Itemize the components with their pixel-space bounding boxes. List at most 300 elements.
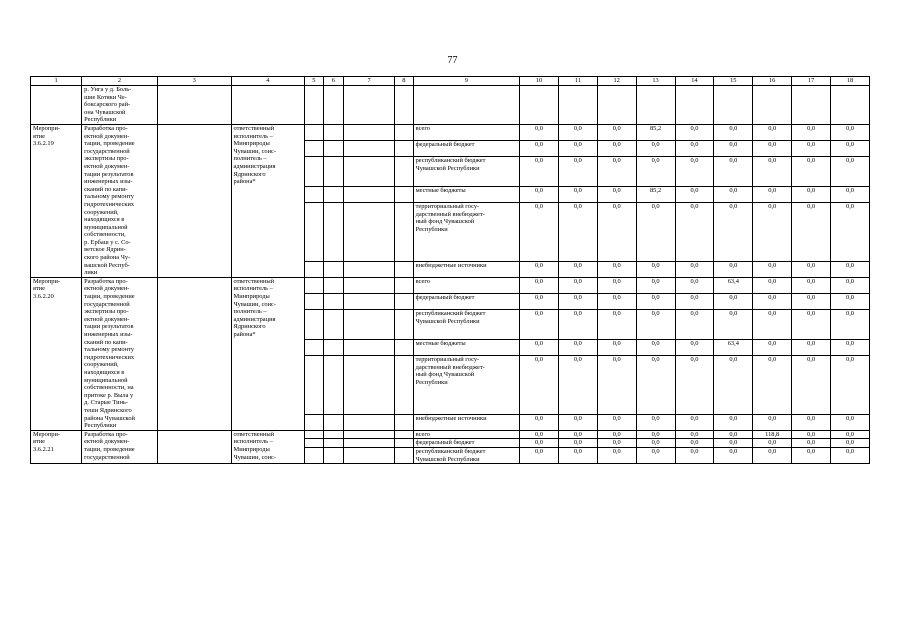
amount-cell: 0,0 <box>792 277 831 293</box>
funding-source <box>413 141 519 157</box>
empty-cell <box>305 124 323 140</box>
funding-source <box>413 430 519 439</box>
measure-name-line: она Чувашской <box>84 108 126 116</box>
amount-cell: 0,0 <box>675 203 714 262</box>
funding-source-line: федеральный бюджет <box>415 293 475 301</box>
measure-name-line: сканий по капи- <box>84 185 128 193</box>
measure-name-line: ектной докумен- <box>84 315 130 323</box>
executor-line: ответственный <box>233 124 275 132</box>
funding-source <box>413 124 519 140</box>
amount-cell: 63,4 <box>714 277 753 293</box>
amount-cell: 0,0 <box>753 141 792 157</box>
measure-name-line: шие Котяки Че- <box>84 93 127 101</box>
funding-source-line: Чувашской Республики <box>415 317 480 325</box>
empty-cell <box>831 86 870 125</box>
empty-cell <box>323 447 343 463</box>
amount-cell: 0,0 <box>753 261 792 277</box>
funding-source <box>413 261 519 277</box>
column-number: 14 <box>675 77 714 86</box>
measure-code <box>31 277 82 430</box>
executor <box>231 430 305 463</box>
measure-name-line: ветское Ядрин- <box>84 246 126 254</box>
column-number: 12 <box>597 77 636 86</box>
amount-cell: 0,0 <box>520 203 559 262</box>
empty-cell <box>323 414 343 430</box>
amount-cell: 0,0 <box>792 293 831 309</box>
empty-cell <box>344 309 395 339</box>
measures-table <box>30 76 870 464</box>
executor-line: Минприроды <box>233 140 270 148</box>
amount-cell: 0,0 <box>520 293 559 309</box>
column-number: 10 <box>520 77 559 86</box>
amount-cell: 0,0 <box>792 439 831 448</box>
amount-cell: 0,0 <box>520 414 559 430</box>
amount-cell: 0,0 <box>714 309 753 339</box>
amount-cell: 0,0 <box>831 430 870 439</box>
empty-cell <box>305 277 323 293</box>
amount-cell: 0,0 <box>636 293 675 309</box>
funding-source-line: дарственный внебюджет- <box>415 363 485 371</box>
amount-cell: 0,0 <box>636 439 675 448</box>
measure-name-line: боксарского рай- <box>84 101 131 109</box>
amount-cell: 0,0 <box>520 439 559 448</box>
amount-cell: 0,0 <box>520 261 559 277</box>
amount-cell: 0,0 <box>792 124 831 140</box>
measure-name-line: тации результатов <box>84 323 134 331</box>
funding-source-line: всего <box>415 277 430 285</box>
measure-name-line: Разработка про- <box>84 430 128 438</box>
funding-source <box>413 157 519 187</box>
amount-cell: 0,0 <box>597 447 636 463</box>
amount-cell: 63,4 <box>714 340 753 356</box>
funding-source <box>413 277 519 293</box>
amount-cell: 0,0 <box>675 277 714 293</box>
empty-cell <box>323 439 343 448</box>
amount-cell: 0,0 <box>675 124 714 140</box>
measure-code-line: Меропри- <box>33 124 60 132</box>
column-number: 17 <box>792 77 831 86</box>
measure-name-line: Республики <box>84 116 117 124</box>
empty-cell <box>714 86 753 125</box>
amount-cell: 0,0 <box>597 439 636 448</box>
column-number: 15 <box>714 77 753 86</box>
empty-cell <box>344 86 395 125</box>
empty-cell <box>395 414 413 430</box>
funding-source-line: республиканский бюджет <box>415 157 486 165</box>
measure-name-line: экспертизы про- <box>84 155 129 163</box>
executor-line: исполнитель – <box>233 438 273 446</box>
amount-cell: 0,0 <box>675 157 714 187</box>
amount-cell: 0,0 <box>792 157 831 187</box>
amount-cell: 0,0 <box>558 124 597 140</box>
amount-cell: 0,0 <box>675 430 714 439</box>
measure-name-line: собственности, <box>84 231 126 239</box>
amount-cell: 0,0 <box>636 309 675 339</box>
empty-cell <box>395 86 413 125</box>
amount-cell: 0,0 <box>597 141 636 157</box>
executor <box>231 124 305 277</box>
funding-source-line: республиканский бюджет <box>415 447 486 455</box>
empty-cell <box>344 157 395 187</box>
amount-cell: 0,0 <box>831 261 870 277</box>
amount-cell: 0,0 <box>792 203 831 262</box>
empty-cell <box>323 187 343 203</box>
amount-cell: 0,0 <box>558 277 597 293</box>
column-number: 8 <box>395 77 413 86</box>
column-number: 16 <box>753 77 792 86</box>
amount-cell: 0,0 <box>675 293 714 309</box>
amount-cell: 0,0 <box>558 261 597 277</box>
amount-cell: 0,0 <box>753 439 792 448</box>
amount-cell: 0,0 <box>792 447 831 463</box>
funding-source-line: территориальный госу- <box>415 356 480 364</box>
empty-cell <box>395 309 413 339</box>
executor <box>231 277 305 430</box>
empty-cell <box>323 141 343 157</box>
amount-cell: 0,0 <box>558 293 597 309</box>
amount-cell: 0,0 <box>675 340 714 356</box>
amount-cell: 0,0 <box>714 187 753 203</box>
funding-source <box>413 356 519 415</box>
amount-cell: 0,0 <box>753 340 792 356</box>
executor-line: Чувашии, соис- <box>233 453 277 461</box>
empty-cell <box>344 124 395 140</box>
measure-name-line: тации, проведение <box>84 445 135 453</box>
amount-cell: 0,0 <box>792 187 831 203</box>
funding-source <box>413 187 519 203</box>
amount-cell: 0,0 <box>714 157 753 187</box>
empty-cell <box>753 86 792 125</box>
funding-source-line: федеральный бюджет <box>415 141 475 148</box>
empty-cell <box>323 340 343 356</box>
amount-cell: 0,0 <box>597 277 636 293</box>
amount-cell: 0,0 <box>714 203 753 262</box>
amount-cell: 0,0 <box>597 309 636 339</box>
measure-name-line: притоке р. Выла у <box>84 391 134 399</box>
amount-cell: 0,0 <box>558 203 597 262</box>
funding-source <box>413 203 519 262</box>
empty-cell <box>231 86 305 125</box>
empty-cell <box>395 430 413 439</box>
amount-cell: 0,0 <box>753 157 792 187</box>
measure-name-line: инженерных изы- <box>84 331 133 338</box>
funding-source <box>413 414 519 430</box>
measure-name-line: государственной <box>84 147 130 155</box>
table-body <box>31 77 870 464</box>
amount-cell: 0,0 <box>520 430 559 439</box>
amount-cell: 0,0 <box>831 203 870 262</box>
amount-cell: 0,0 <box>597 340 636 356</box>
amount-cell: 0,0 <box>714 124 753 140</box>
empty-cell <box>344 430 395 439</box>
executor-line: Чувашии, соис- <box>233 300 277 308</box>
empty-cell <box>344 340 395 356</box>
amount-cell: 0,0 <box>597 430 636 439</box>
empty-cell <box>305 293 323 309</box>
amount-cell: 0,0 <box>558 157 597 187</box>
empty-cell <box>305 414 323 430</box>
funding-source-line: внебюджетные источники <box>415 261 487 269</box>
empty-cell <box>305 356 323 415</box>
executor-line: исполнитель – <box>233 132 273 140</box>
amount-cell: 0,0 <box>520 277 559 293</box>
funding-source-line: всего <box>415 124 430 132</box>
amount-cell: 0,0 <box>831 447 870 463</box>
empty-cell <box>395 141 413 157</box>
measure-code-line: ятие <box>33 438 45 446</box>
funding-source-line: территориальный госу- <box>415 203 480 211</box>
empty-cell <box>323 86 343 125</box>
empty-cell <box>323 309 343 339</box>
amount-cell: 0,0 <box>558 340 597 356</box>
empty-cell <box>323 293 343 309</box>
amount-cell: 0,0 <box>753 293 792 309</box>
measure-name <box>82 86 158 125</box>
column-number: 11 <box>558 77 597 86</box>
funding-source-line: дарственный внебюджет- <box>415 210 485 218</box>
measure-name-line: гидротехнических <box>84 353 135 361</box>
measure-name-line: Республики <box>84 422 117 430</box>
amount-cell: 0,0 <box>636 203 675 262</box>
measure-name-line: теши Ядринского <box>84 406 132 414</box>
amount-cell: 0,0 <box>753 309 792 339</box>
amount-cell: 0,0 <box>636 414 675 430</box>
amount-cell: 0,0 <box>597 124 636 140</box>
measure-name-line: вашской Респуб- <box>84 261 130 269</box>
empty-cell <box>395 124 413 140</box>
amount-cell: 0,0 <box>753 187 792 203</box>
amount-cell: 0,0 <box>831 157 870 187</box>
funding-source-line: ный фонд Чувашской <box>415 218 475 226</box>
amount-cell: 0,0 <box>792 430 831 439</box>
amount-cell: 85,2 <box>636 187 675 203</box>
measure-name-line: государственной <box>84 453 130 461</box>
amount-cell: 0,0 <box>753 447 792 463</box>
column-number: 13 <box>636 77 675 86</box>
amount-cell: 0,0 <box>753 203 792 262</box>
amount-cell: 0,0 <box>636 356 675 415</box>
empty-cell <box>323 356 343 415</box>
executor-line: полнитель – <box>233 308 267 316</box>
amount-cell: 0,0 <box>558 141 597 157</box>
funding-source-line: ный фонд Чувашской <box>415 371 475 379</box>
amount-cell: 0,0 <box>558 309 597 339</box>
empty-cell <box>305 309 323 339</box>
empty-cell <box>323 430 343 439</box>
measure-name-line: тации, проведение <box>84 293 135 301</box>
measure-name-line: Разработка про- <box>84 124 128 132</box>
amount-cell: 0,0 <box>636 157 675 187</box>
empty-cell <box>395 293 413 309</box>
column-number: 18 <box>831 77 870 86</box>
funding-source <box>413 309 519 339</box>
measure-name-line: р. Унга у д. Боль- <box>84 86 132 93</box>
measure-code-line: 3.6.2.21 <box>33 445 54 453</box>
empty-cell <box>305 86 323 125</box>
amount-cell: 0,0 <box>597 293 636 309</box>
empty-cell <box>395 439 413 448</box>
empty-cell <box>344 203 395 262</box>
amount-cell: 0,0 <box>831 277 870 293</box>
measure-name-line: ектной докумен- <box>84 162 130 170</box>
amount-cell: 0,0 <box>792 261 831 277</box>
amount-cell: 0,0 <box>831 340 870 356</box>
empty-cell <box>305 187 323 203</box>
amount-cell: 0,0 <box>520 309 559 339</box>
empty-cell <box>520 86 559 125</box>
amount-cell: 0,0 <box>714 293 753 309</box>
amount-cell: 0,0 <box>831 187 870 203</box>
amount-cell: 0,0 <box>675 261 714 277</box>
empty-cell <box>323 261 343 277</box>
measure-name-line: тальному ремонту <box>84 346 134 354</box>
empty-cell <box>675 86 714 125</box>
amount-cell: 0,0 <box>558 414 597 430</box>
measure-name-line: тации, проведение <box>84 140 135 148</box>
executor-line: района* <box>233 178 256 186</box>
measure-name-line: лики <box>84 269 98 277</box>
amount-cell: 0,0 <box>714 261 753 277</box>
amount-cell: 0,0 <box>597 203 636 262</box>
amount-cell: 0,0 <box>520 141 559 157</box>
executor-line: полнитель – <box>233 155 267 163</box>
continuation-row <box>31 86 870 125</box>
amount-cell: 118,8 <box>753 430 792 439</box>
measure-name-line: тальному ремонту <box>84 193 134 201</box>
funding-source-line: всего <box>415 430 430 438</box>
amount-cell: 0,0 <box>792 414 831 430</box>
empty-cell <box>395 340 413 356</box>
measure-code-line: 3.6.2.20 <box>33 293 54 301</box>
amount-cell: 0,0 <box>636 447 675 463</box>
empty-cell <box>305 203 323 262</box>
column-number-row <box>31 77 870 86</box>
measure-name <box>82 430 158 463</box>
measure-name-line: Разработка про- <box>84 277 128 285</box>
measure-name-line: района Чувашской <box>84 414 135 422</box>
amount-cell: 0,0 <box>597 356 636 415</box>
amount-cell: 85,2 <box>636 124 675 140</box>
funding-source-line: Чувашской Республики <box>415 455 480 463</box>
empty-cell <box>395 187 413 203</box>
column-number: 5 <box>305 77 323 86</box>
executor-line: администрация <box>233 315 276 323</box>
empty-cell <box>305 340 323 356</box>
measure-name <box>82 277 158 430</box>
empty-cell <box>157 86 231 125</box>
executor-line: ответственный <box>233 430 275 438</box>
amount-cell: 0,0 <box>675 187 714 203</box>
amount-cell: 0,0 <box>675 356 714 415</box>
measure-name-line: ектной докумен- <box>84 132 130 140</box>
measure-name-line: сканий по капи- <box>84 338 128 346</box>
amount-cell: 0,0 <box>520 356 559 415</box>
amount-cell: 0,0 <box>520 447 559 463</box>
measure-name-line: государственной <box>84 300 130 308</box>
empty-cell <box>395 157 413 187</box>
measure-name-line: ектной докумен- <box>84 438 130 446</box>
empty-cell <box>305 261 323 277</box>
empty-cell <box>305 157 323 187</box>
empty-cell <box>597 86 636 125</box>
measure-name-line: тации результатов <box>84 170 134 178</box>
measure-name-line: муниципальной <box>84 223 128 231</box>
measure-name-line: инженерных изы- <box>84 178 133 186</box>
executor-line: администрация <box>233 162 276 170</box>
measure-name-line: д. Старые Тинь- <box>84 399 129 407</box>
empty-cell <box>395 277 413 293</box>
amount-cell: 0,0 <box>558 430 597 439</box>
measure-name-line: находящихся в <box>84 368 125 376</box>
empty-cell <box>305 141 323 157</box>
amount-cell: 0,0 <box>558 447 597 463</box>
amount-cell: 0,0 <box>558 187 597 203</box>
amount-cell: 0,0 <box>520 124 559 140</box>
empty-cell <box>344 356 395 415</box>
amount-cell: 0,0 <box>558 439 597 448</box>
amount-cell: 0,0 <box>636 277 675 293</box>
amount-cell: 0,0 <box>753 277 792 293</box>
amount-cell: 0,0 <box>831 124 870 140</box>
funding-source-line: внебюджетные источники <box>415 414 487 422</box>
amount-cell: 0,0 <box>520 187 559 203</box>
amount-cell: 0,0 <box>675 439 714 448</box>
funding-source <box>413 340 519 356</box>
amount-cell: 0,0 <box>714 447 753 463</box>
empty-cell <box>413 86 519 125</box>
measure-code-line: Меропри- <box>33 430 60 438</box>
amount-cell: 0,0 <box>714 439 753 448</box>
empty-cell <box>395 356 413 415</box>
measure-code-line: Меропри- <box>33 277 60 285</box>
measure-code-line: ятие <box>33 132 45 140</box>
empty-cell <box>323 124 343 140</box>
empty-cell <box>344 447 395 463</box>
empty-cell <box>323 203 343 262</box>
amount-cell: 0,0 <box>831 141 870 157</box>
measure-name-line: ектной докумен- <box>84 285 130 293</box>
funding-source-line: местные бюджеты <box>415 187 466 195</box>
column-number: 4 <box>231 77 305 86</box>
measure-code-line: ятие <box>33 285 45 293</box>
empty-cell <box>305 439 323 448</box>
amount-cell: 0,0 <box>714 356 753 415</box>
page-number: 77 <box>447 55 458 66</box>
column-number: 1 <box>31 77 82 86</box>
empty-cell <box>395 203 413 262</box>
funding-source-line: Республики <box>415 378 448 386</box>
measure-name-line: муниципальной <box>84 376 128 384</box>
column-number: 9 <box>413 77 519 86</box>
funding-source-line: Чувашской Республики <box>415 164 480 172</box>
empty-cell <box>305 447 323 463</box>
executor-line: исполнитель – <box>233 285 273 293</box>
measure-name-line: находящихся в <box>84 216 125 224</box>
amount-cell: 0,0 <box>831 309 870 339</box>
empty-cell <box>157 124 231 277</box>
amount-cell: 0,0 <box>753 414 792 430</box>
executor-line: района* <box>233 331 256 338</box>
funding-source-line: Республики <box>415 226 448 234</box>
code-cell <box>31 86 82 125</box>
empty-cell <box>157 430 231 463</box>
measure-row <box>31 277 870 293</box>
amount-cell: 0,0 <box>636 430 675 439</box>
amount-cell: 0,0 <box>753 356 792 415</box>
funding-source-line: местные бюджеты <box>415 340 466 348</box>
amount-cell: 0,0 <box>831 439 870 448</box>
amount-cell: 0,0 <box>675 447 714 463</box>
